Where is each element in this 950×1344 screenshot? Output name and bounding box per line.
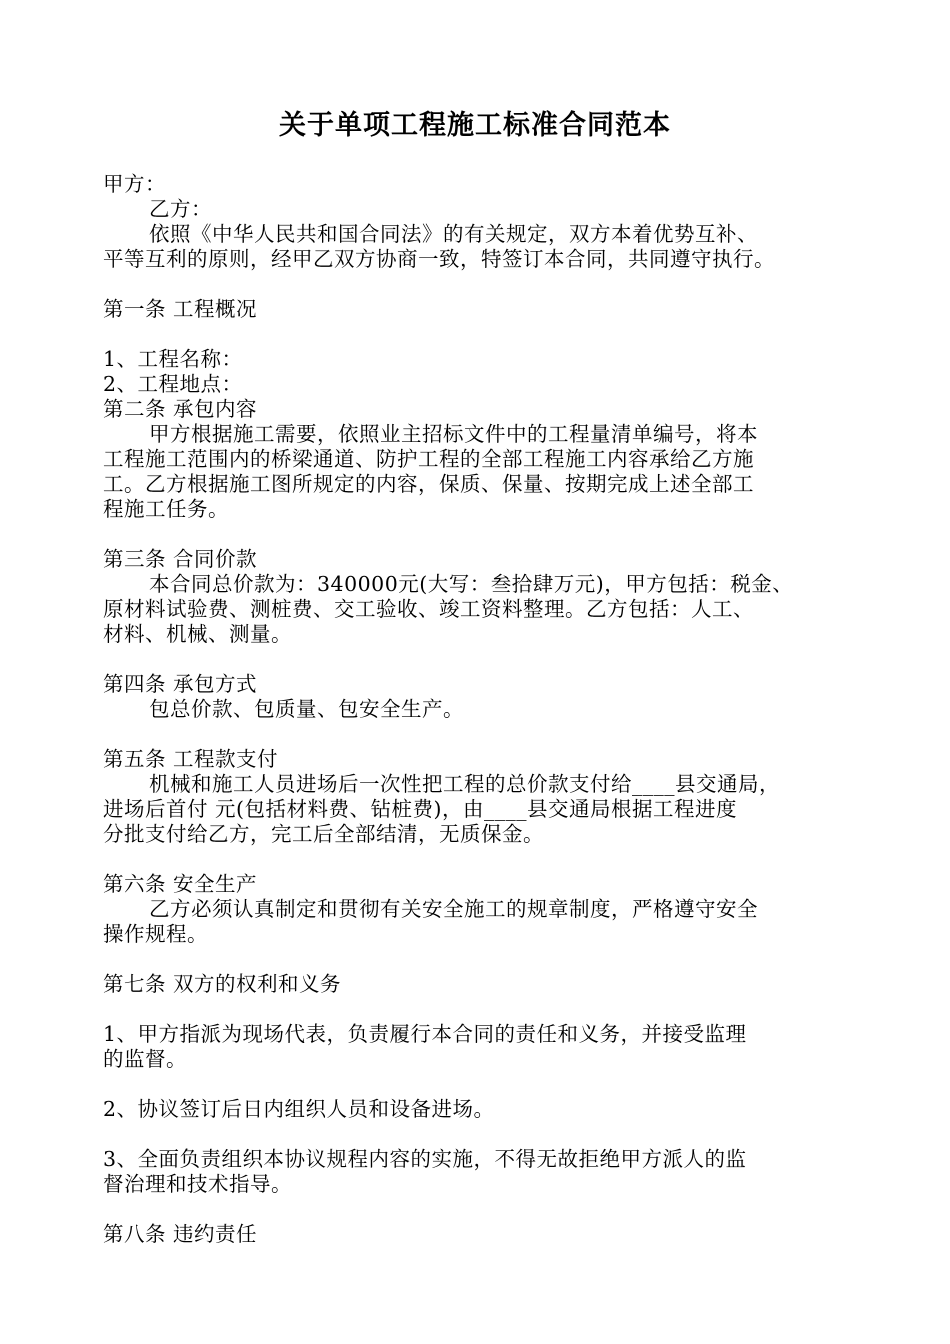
contract-body (103, 172, 863, 1247)
article-6-heading: 第六条 安全生产 (103, 872, 258, 896)
article-2-heading: 第二条 承包内容 (103, 397, 258, 421)
article-7-item-3-line-1: 3、全面负责组织本协议规程内容的实施，不得无故拒绝甲方派人的监 (103, 1147, 747, 1171)
article-3-heading: 第三条 合同价款 (103, 547, 258, 571)
article-8-heading: 第八条 违约责任 (103, 1222, 258, 1246)
article-7-item-1-line-2: 的监督。 (103, 1047, 187, 1071)
article-2-line-3: 工。乙方根据施工图所规定的内容，保质、保量、按期完成上述全部工 (103, 472, 754, 496)
article-3-line-2: 原材料试验费、测桩费、交工验收、竣工资料整理。乙方包括：人工、 (103, 597, 754, 621)
article-1-item-2: 2、工程地点： (103, 372, 243, 396)
article-4-heading: 第四条 承包方式 (103, 672, 258, 696)
article-3-line-3: 材料、机械、测量。 (103, 622, 292, 646)
article-2-line-2: 工程施工范围内的桥梁通道、防护工程的全部工程施工内容承给乙方施 (103, 447, 754, 471)
article-1-item-1: 1、工程名称： (103, 347, 243, 371)
article-7-item-2: 2、协议签订后日内组织人员和设备进场。 (103, 1097, 495, 1121)
party-a-label: 甲方： (103, 172, 166, 196)
article-6-line-2: 操作规程。 (103, 922, 208, 946)
article-7-item-3-line-2: 督治理和技术指导。 (103, 1172, 292, 1196)
article-2-line-4: 程施工任务。 (103, 497, 229, 521)
article-7-heading: 第七条 双方的权利和义务 (103, 972, 342, 996)
article-6-line-1: 乙方必须认真制定和贯彻有关安全施工的规章制度，严格遵守安全 (149, 897, 758, 921)
article-1-heading: 第一条 工程概况 (103, 297, 258, 321)
intro-line-2: 平等互利的原则，经甲乙双方协商一致，特签订本合同，共同遵守执行。 (103, 247, 775, 271)
article-5-line-1: 机械和施工人员进场后一次性把工程的总价款支付给____县交通局， (149, 772, 780, 796)
article-5-heading: 第五条 工程款支付 (103, 747, 279, 771)
article-5-line-2: 进场后首付 元(包括材料费、钻桩费)，由____县交通局根据工程进度 (103, 797, 738, 821)
article-4-line-1: 包总价款、包质量、包安全生产。 (149, 697, 464, 721)
party-b-label: 乙方： (149, 197, 212, 221)
article-2-line-1: 甲方根据施工需要，依照业主招标文件中的工程量清单编号，将本 (149, 422, 758, 446)
document-title: 关于单项工程施工标准合同范本 (279, 110, 671, 141)
article-3-line-1: 本合同总价款为：340000元(大写：叁拾肆万元)，甲方包括：税金、 (149, 572, 794, 596)
article-5-line-3: 分批支付给乙方，完工后全部结清，无质保金。 (103, 822, 544, 846)
intro-line-1: 依照《中华人民共和国合同法》的有关规定，双方本着优势互补、 (149, 222, 758, 246)
article-7-item-1-line-1: 1、甲方指派为现场代表，负责履行本合同的责任和义务，并接受监理 (103, 1022, 747, 1046)
